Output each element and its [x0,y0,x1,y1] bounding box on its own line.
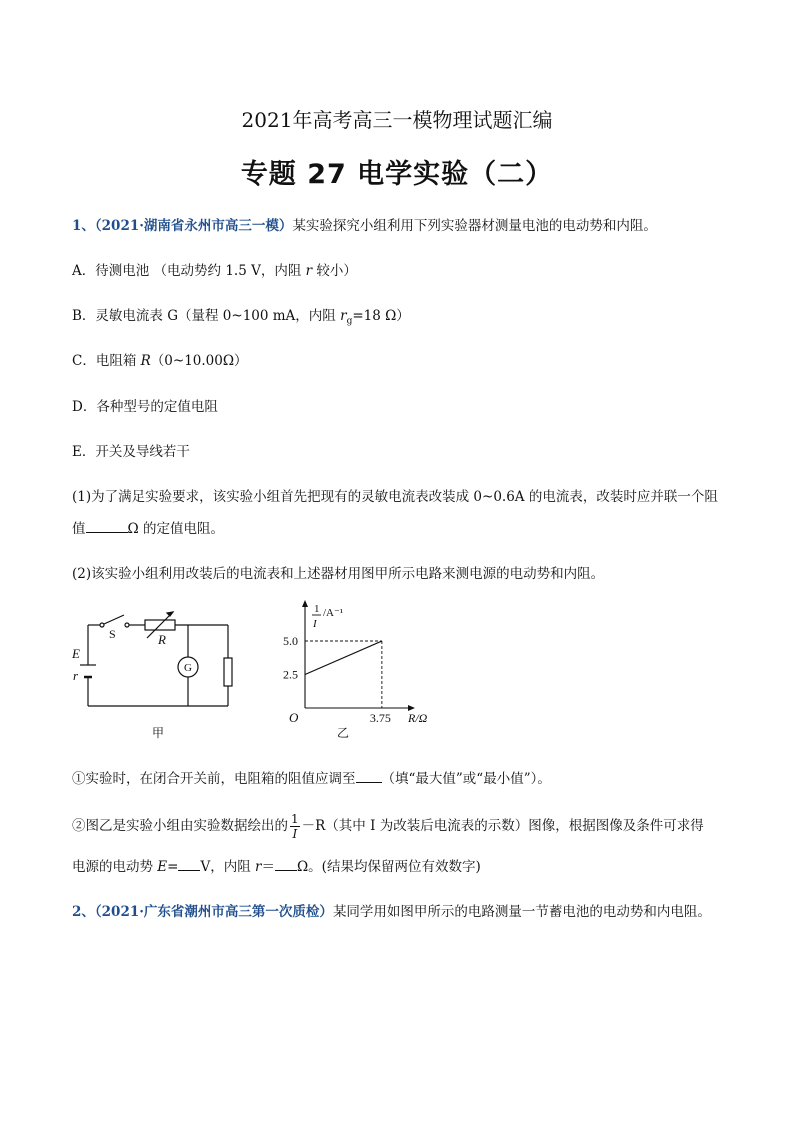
option-a [72,259,357,279]
y-tick-label: 2.5 [283,667,298,682]
sub1-post: （填“最大值”或“最小值”）。 [381,771,551,787]
part1-line2 [72,517,224,537]
q2-heading [72,900,711,920]
switch-blade [104,615,124,624]
fraction-numerator: 1 [291,812,299,826]
option-c [72,349,248,369]
sub-question-2 [72,812,704,841]
sub-question-2-line2 [72,855,481,875]
shunt-resistor [224,658,232,686]
q1-number: 1、 [72,218,95,234]
option-e: E．开关及导线若干 [72,444,190,460]
option-c-suffix: （0~10.00Ω） [150,353,248,369]
option-d: D．各种型号的定值电阻 [72,399,218,415]
sub3-d: ＝ [261,859,275,875]
option-a-var: r [305,263,313,279]
option-b-suffix: =18 Ω） [352,308,410,324]
y-axis-arrow [302,600,308,607]
caption-jia: 甲 [152,726,165,740]
data-line [305,641,382,675]
origin-label: O [289,710,299,725]
part1-post: Ω 的定值电阻。 [127,521,224,537]
rheostat-arrowhead [167,612,173,616]
sub2-mid: －R（其中 I 为改装后电流表的示数）图像，根据图像及条件可求得 [301,818,704,834]
sub3-e: Ω。(结果均保留两位有效数字) [296,859,481,875]
option-a-suffix: 较小） [312,263,357,279]
option-c-text: C．电阻箱 [72,353,141,369]
option-b [72,304,410,327]
fraction-one-over-i [290,812,300,841]
fraction-denominator: I [292,827,298,841]
switch-pivot [100,623,104,627]
answer-blank-emf[interactable] [178,856,200,871]
x-tick-label: 3.75 [369,711,391,725]
option-b-text: B．灵敏电流表 G（量程 0~100 mA，内阻 [72,308,341,324]
q2-stem: 某同学用如图甲所示的电路测量一节蓄电池的电动势和内电阻。 [332,904,711,920]
sub1-pre: ①实验时，在闭合开关前，电阻箱的阻值应调至 [72,771,356,787]
answer-blank-internal-resistance[interactable] [275,856,297,871]
graph-chart [275,598,445,746]
y-label-unit: /A⁻¹ [323,607,344,619]
part1-line1: (1)为了满足实验要求，该实验小组首先把现有的灵敏电流表改装成 0~0.6A 的电流表，改装时应并联一个阻 [72,489,718,505]
y-label-den: I [313,618,317,630]
label-rheostat: R [158,632,166,647]
q1-stem: 某实验探究小组利用下列实验器材测量电池的电动势和内阻。 [292,218,657,234]
q2-number: 2、 [72,904,95,920]
q1-heading [72,214,657,234]
y-label-num: 1 [314,603,320,615]
part2-line: (2)该实验小组利用改装后的电流表和上述器材用图甲所示电路来测电源的电动势和内阻。 [72,566,605,582]
option-b-var: r [340,308,347,324]
sub3-b: = [167,859,179,875]
q1-source: （2021·湖南省永州市高三一模） [94,218,293,234]
page-title: 2021年高考高三一模物理试题汇编 [241,108,553,132]
circuit-diagram [60,600,250,745]
answer-blank-setting[interactable] [356,768,382,783]
sub3-r-var: r [255,859,262,875]
topic-title: 专题 27 电学实验（二） [240,159,554,190]
x-axis-label: R/Ω [408,711,428,725]
sub3-c: V，内阻 [200,859,256,875]
option-c-var: R [140,353,151,369]
label-r: r [73,668,79,683]
answer-blank-resistance[interactable] [86,518,128,533]
sub3-a: 电源的电动势 [72,859,158,875]
label-s: S [109,627,116,641]
switch-contact [125,623,129,627]
label-e: E [72,646,80,661]
sub2-pre: ②图乙是实验小组由实验数据绘出的 [72,818,288,834]
sub3-e-var: E [157,859,168,875]
option-a-text: A．待测电池 （电动势约 1.5 V，内阻 [72,263,306,279]
option-b-subscript: g [346,316,353,327]
sub-question-1 [72,767,551,787]
label-g: G [184,662,192,674]
y-tick-label: 5.0 [283,634,298,648]
q2-source: （2021·广东省潮州市高三第一次质检） [94,904,333,920]
caption-yi: 乙 [337,726,350,740]
part1-pre: 值 [72,521,86,537]
